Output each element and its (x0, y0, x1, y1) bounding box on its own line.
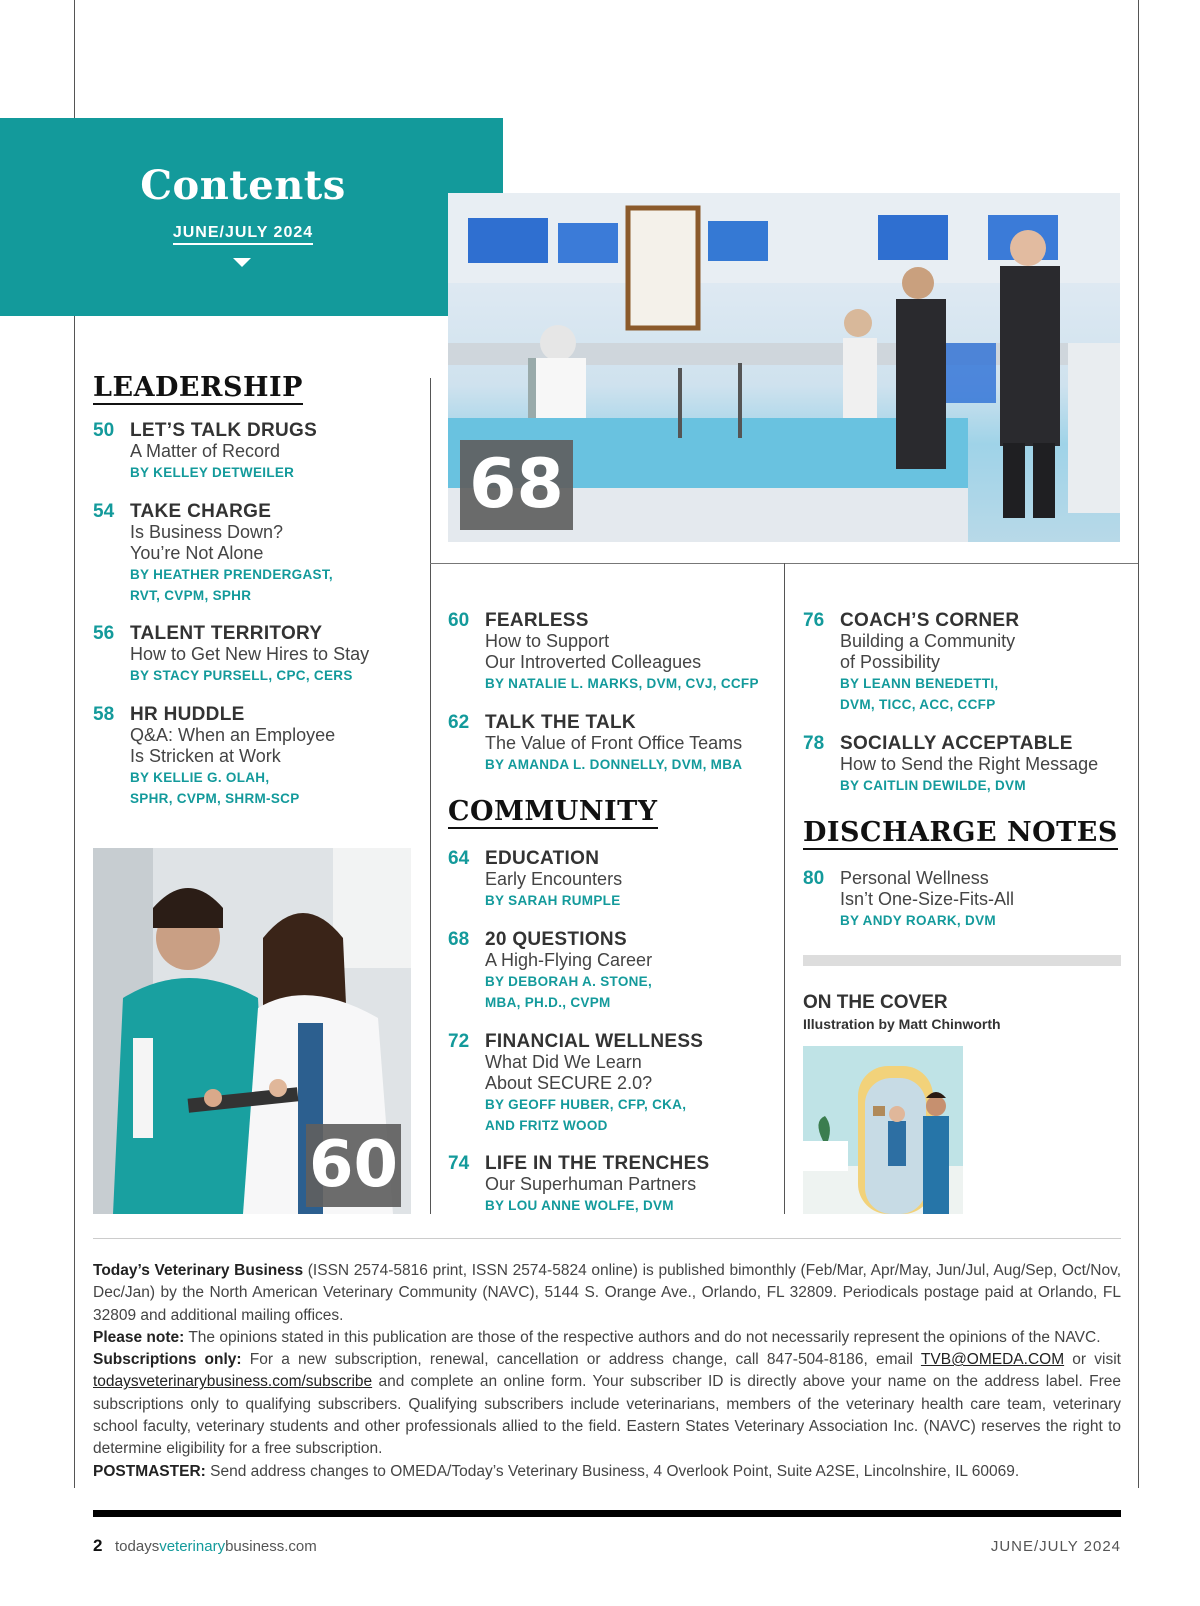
cover-thumbnail[interactable] (803, 1046, 963, 1214)
toc-headline: The Value of Front Office Teams (485, 733, 743, 753)
toc-page-number: 56 (93, 623, 115, 644)
toc-page-number: 72 (448, 1031, 470, 1052)
toc-department: LIFE IN THE TRENCHES (485, 1153, 710, 1174)
toc-byline: BY ANDY ROARK, DVM (840, 913, 996, 928)
toc-headline: How to Get New Hires to Stay (130, 644, 370, 664)
postmaster-text: Send address changes to OMEDA/Today’s Veterinary Business, 4 Overlook Point, Suite A2SE, Lincolnshire, IL 60069. (205, 1462, 1020, 1480)
toc-entry-78[interactable] (803, 733, 1133, 796)
toc-department: LET’S TALK DRUGS (130, 420, 318, 441)
please-note-text: The opinions stated in this publication are those of the respective authors and do not necessarily represent the opinions of the NAVC. (184, 1328, 1101, 1346)
publication-info: (ISSN 2574-5816 print, ISSN 2574-5824 online) is published bimonthly (Feb/Mar, Apr/May, Jun/Jul, Aug/Sep, Oct/Nov, Dec/Jan) by the North American Veterinary Community (NAVC), 5144 S. Orange Ave., Orlando, FL 32809. Periodicals postage paid at Orlando, FL 32809 and additional mailing offices. (93, 1262, 1121, 1324)
folio-site-part: business.com (225, 1538, 317, 1555)
contents-header-panel (0, 118, 503, 316)
toc-byline: RVT, CVPM, SPHR (130, 588, 252, 603)
issue-date-text: JUNE/JULY 2024 (173, 224, 313, 245)
issue-date (0, 224, 486, 242)
toc-entry-64[interactable] (448, 848, 778, 911)
toc-headline: Is Business Down? (130, 522, 284, 542)
toc-page-number: 80 (803, 868, 825, 889)
folio-page-number: 2 (93, 1536, 103, 1555)
toc-department: TAKE CHARGE (130, 501, 272, 522)
section-title-discharge-notes: DISCHARGE NOTES (803, 817, 1118, 848)
subscriptions-text-c: and complete an online form. Your subscriber ID is directly above your name on the address label. Free subscriptions only to qualifying subscribers. Qualifying subscribers include veterinarians, members of the veterinary health care team, veterinary school faculty, veterinary students and other professionals allied to the field. Eastern States Veterinary Association Inc. (NAVC) reserves the right to determine eligibility for a free subscription. (93, 1373, 1121, 1458)
toc-page-number: 50 (93, 420, 115, 441)
toc-byline: BY CAITLIN DEWILDE, DVM (840, 778, 1026, 793)
toc-entry-50[interactable] (93, 420, 423, 483)
column-divider-1 (430, 378, 431, 1214)
subscription-url-link[interactable]: todaysveterinarybusiness.com/subscribe (93, 1373, 373, 1391)
toc-headline: Our Introverted Colleagues (485, 652, 702, 672)
folio-website[interactable] (115, 1538, 317, 1555)
toc-page-number: 58 (93, 704, 115, 725)
toc-headline: Early Encounters (485, 869, 623, 889)
toc-department: SOCIALLY ACCEPTABLE (840, 733, 1073, 754)
toc-byline: AND FRITZ WOOD (485, 1118, 608, 1133)
toc-entry-68[interactable] (448, 929, 778, 1013)
toc-department: FINANCIAL WELLNESS (485, 1031, 704, 1052)
toc-page-number: 64 (448, 848, 470, 869)
toc-headline: Our Superhuman Partners (485, 1174, 697, 1194)
toc-page-number: 74 (448, 1153, 470, 1174)
toc-byline: SPHR, CVPM, SHRM-SCP (130, 791, 300, 806)
toc-department: TALK THE TALK (485, 712, 636, 733)
toc-page-number: 60 (448, 610, 470, 631)
folio-site-part: todays (115, 1538, 160, 1555)
toc-entry-72[interactable] (448, 1031, 778, 1136)
section-divider-bar (803, 955, 1121, 966)
toc-byline: BY HEATHER PRENDERGAST, (130, 567, 333, 582)
toc-entry-76[interactable] (803, 610, 1133, 715)
toc-entry-80[interactable] (803, 868, 1133, 931)
folio-issue-date: JUNE/JULY 2024 (990, 1538, 1121, 1555)
toc-department: COACH’S CORNER (840, 610, 1020, 631)
toc-byline: BY STACY PURSELL, CPC, CERS (130, 668, 353, 683)
toc-headline: of Possibility (840, 652, 941, 672)
page-badge-68: 68 (460, 440, 573, 530)
toc-entry-54[interactable] (93, 501, 423, 606)
toc-headline: You’re Not Alone (130, 543, 264, 563)
toc-headline: A High-Flying Career (485, 950, 653, 970)
toc-headline: A Matter of Record (130, 441, 281, 461)
section-title-leadership: LEADERSHIP (93, 372, 303, 403)
toc-headline: Isn’t One-Size-Fits-All (840, 889, 1015, 909)
toc-entry-56[interactable] (93, 623, 423, 686)
toc-page-number: 54 (93, 501, 115, 522)
toc-headline: Q&A: When an Employee (130, 725, 336, 745)
toc-department: EDUCATION (485, 848, 600, 869)
toc-headline: Personal Wellness (840, 868, 989, 888)
folio-site-part: veterinary (159, 1538, 226, 1555)
publication-notice (93, 1260, 1121, 1483)
toc-department: HR HUDDLE (130, 704, 245, 725)
toc-headline: How to Send the Right Message (840, 754, 1099, 774)
toc-department: FEARLESS (485, 610, 589, 631)
subscriptions-label: Subscriptions only: (93, 1351, 242, 1369)
toc-entry-62[interactable] (448, 712, 778, 775)
toc-page-number: 76 (803, 610, 825, 631)
toc-byline: BY KELLIE G. OLAH, (130, 770, 270, 785)
please-note-label: Please note: (93, 1328, 185, 1346)
page-badge-60: 60 (306, 1124, 401, 1207)
footer-rule (93, 1510, 1121, 1517)
footer-top-rule (93, 1238, 1121, 1239)
toc-page-number: 68 (448, 929, 470, 950)
toc-entry-58[interactable] (93, 704, 423, 809)
subscription-email-link[interactable]: TVB@OMEDA.COM (920, 1351, 1065, 1369)
toc-byline: BY LEANN BENEDETTI, (840, 676, 999, 691)
toc-department: 20 QUESTIONS (485, 929, 627, 950)
toc-byline: BY GEOFF HUBER, CFP, CKA, (485, 1097, 687, 1112)
subscriptions-text-b: or visit (1064, 1351, 1121, 1369)
toc-byline: BY LOU ANNE WOLFE, DVM (485, 1198, 674, 1213)
column-divider-2 (784, 563, 785, 1214)
page-title: Contents (140, 162, 346, 209)
toc-byline: BY SARAH RUMPLE (485, 893, 621, 908)
toc-byline: BY KELLEY DETWEILER (130, 465, 295, 480)
toc-department: TALENT TERRITORY (130, 623, 323, 644)
toc-byline: MBA, PH.D., CVPM (485, 995, 611, 1010)
toc-headline: Is Stricken at Work (130, 746, 281, 766)
toc-headline: How to Support (485, 631, 610, 651)
cover-illustration-credit: Illustration by Matt Chinworth (803, 1016, 1001, 1032)
toc-headline: About SECURE 2.0? (485, 1073, 653, 1093)
on-the-cover-heading: ON THE COVER (803, 992, 948, 1013)
right-margin-rule (1138, 0, 1139, 1488)
subscriptions-text-a: For a new subscription, renewal, cancellation or address change, call 847-504-8186, email (241, 1351, 921, 1369)
toc-byline: BY NATALIE L. MARKS, DVM, CVJ, CCFP (485, 676, 759, 691)
caret-down-icon (233, 258, 251, 267)
toc-byline: BY AMANDA L. DONNELLY, DVM, MBA (485, 757, 743, 772)
toc-page-number: 62 (448, 712, 470, 733)
toc-headline: What Did We Learn (485, 1052, 642, 1072)
toc-page-number: 78 (803, 733, 825, 754)
toc-byline: DVM, TICC, ACC, CCFP (840, 697, 996, 712)
postmaster-label: POSTMASTER: (93, 1462, 206, 1480)
toc-entry-74[interactable] (448, 1153, 778, 1216)
toc-byline: BY DEBORAH A. STONE, (485, 974, 653, 989)
toc-entry-60[interactable] (448, 610, 778, 694)
toc-headline: Building a Community (840, 631, 1016, 651)
publication-name: Today’s Veterinary Business (93, 1262, 304, 1279)
section-title-community: COMMUNITY (448, 796, 658, 827)
cover-thumbnail-illustration (803, 1046, 963, 1214)
